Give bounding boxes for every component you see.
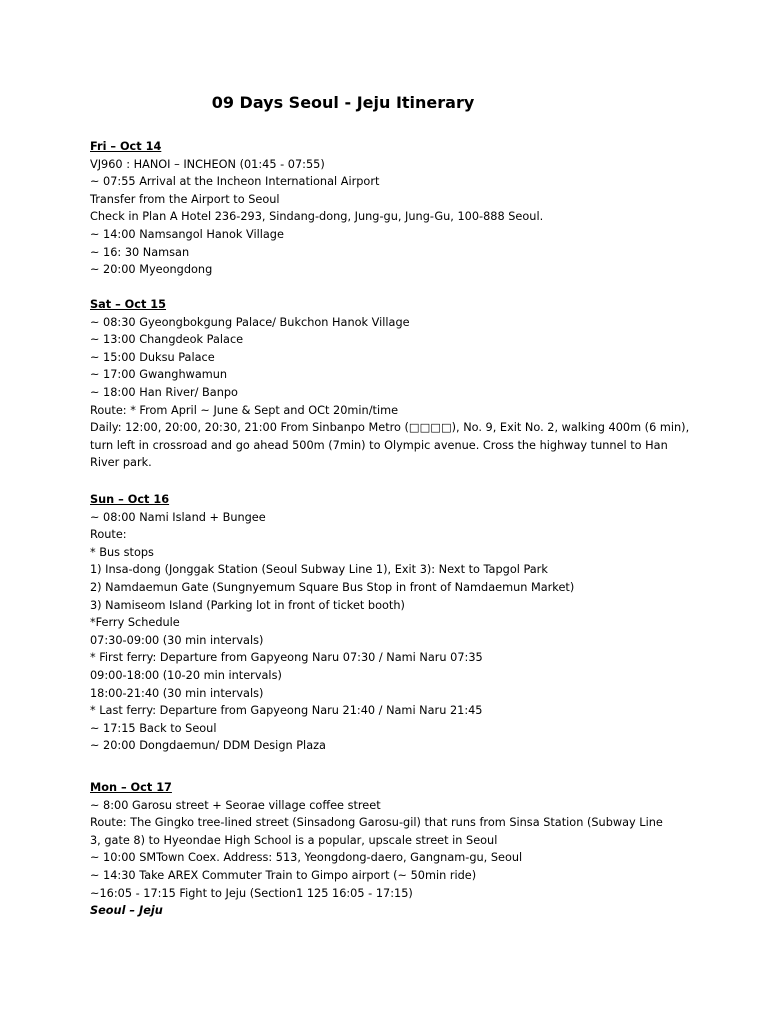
itinerary-line: Route: The Gingko tree-lined street (Sinsadong Garosu-gil) that runs from Sinsa Station (Subway Line — [90, 816, 663, 830]
itinerary-line: ~ 08:00 Nami Island + Bungee — [90, 510, 266, 524]
day-section-sat — [90, 296, 690, 472]
day-section-sun — [90, 491, 690, 755]
itinerary-line: VJ960 : HANOI – INCHEON (01:45 - 07:55) — [90, 157, 325, 171]
itinerary-line: 18:00-21:40 (30 min intervals) — [90, 686, 264, 700]
day-heading: Sun – Oct 16 — [90, 493, 170, 506]
itinerary-line: Daily: 12:00, 20:00, 20:30, 21:00 From Sinbanpo Metro (□□□□), No. 9, Exit No. 2, walking 400m (6 min), — [90, 421, 690, 435]
itinerary-line: ~ 8:00 Garosu street + Seorae village coffee street — [90, 798, 381, 812]
itinerary-line: ~ 16: 30 Namsan — [90, 245, 190, 259]
itinerary-line: * First ferry: Departure from Gapyeong Naru 07:30 / Nami Naru 07:35 — [90, 651, 483, 665]
itinerary-line: ~ 18:00 Han River/ Banpo — [90, 385, 238, 399]
itinerary-line: ~ 17:15 Back to Seoul — [90, 721, 217, 735]
itinerary-line: Transfer from the Airport to Seoul — [90, 192, 280, 206]
itinerary-line: ~ 20:00 Dongdaemun/ DDM Design Plaza — [90, 739, 326, 753]
itinerary-line: ~ 10:00 SMTown Coex. Address: 513, Yeongdong-daero, Gangnam-gu, Seoul — [90, 851, 523, 865]
itinerary-line: Route: * From April ~ June & Sept and OCt 20min/time — [90, 403, 399, 417]
day-section-mon — [90, 779, 690, 920]
itinerary-line: Check in Plan A Hotel 236-293, Sindang-dong, Jung-gu, Jung-Gu, 100-888 Seoul. — [90, 210, 544, 224]
itinerary-line: River park. — [90, 456, 152, 470]
itinerary-line: ~ 17:00 Gwanghwamun — [90, 368, 228, 382]
itinerary-line: * Bus stops — [90, 545, 154, 559]
day-heading: Fri – Oct 14 — [90, 140, 162, 153]
itinerary-line: 1) Insa-dong (Jonggak Station (Seoul Subway Line 1), Exit 3): Next to Tapgol Park — [90, 563, 548, 577]
itinerary-line: 07:30-09:00 (30 min intervals) — [90, 633, 264, 647]
itinerary-line: 2) Namdaemun Gate (Sungnyemum Square Bus Stop in front of Namdaemun Market) — [90, 580, 575, 594]
itinerary-line: 3) Namiseom Island (Parking lot in front of ticket booth) — [90, 598, 405, 612]
day-heading: Mon – Oct 17 — [90, 781, 172, 794]
itinerary-line: ~ 14:00 Namsangol Hanok Village — [90, 227, 284, 241]
document-title: 09 Days Seoul - Jeju Itinerary — [211, 93, 475, 112]
itinerary-line: 3, gate 8) to Hyeondae High School is a popular, upscale street in Seoul — [90, 833, 498, 847]
day-section-fri — [90, 138, 690, 279]
itinerary-line: ~ 14:30 Take AREX Commuter Train to Gimpo airport (~ 50min ride) — [90, 868, 477, 882]
itinerary-line: ~ 20:00 Myeongdong — [90, 263, 213, 277]
itinerary-line: ~ 15:00 Duksu Palace — [90, 350, 215, 364]
itinerary-line: 09:00-18:00 (10-20 min intervals) — [90, 668, 282, 682]
route-subheading: Seoul – Jeju — [90, 904, 163, 918]
itinerary-line: *Ferry Schedule — [90, 616, 180, 630]
day-heading: Sat – Oct 15 — [90, 298, 167, 311]
itinerary-line: ~ 13:00 Changdeok Palace — [90, 333, 244, 347]
itinerary-line: turn left in crossroad and go ahead 500m (7min) to Olympic avenue. Cross the highway tunnel to Han — [90, 438, 668, 452]
itinerary-line: ~ 08:30 Gyeongbokgung Palace/ Bukchon Hanok Village — [90, 315, 410, 329]
itinerary-line: * Last ferry: Departure from Gapyeong Naru 21:40 / Nami Naru 21:45 — [90, 704, 483, 718]
itinerary-line: ~ 07:55 Arrival at the Incheon International Airport — [90, 175, 380, 189]
itinerary-line: Route: — [90, 528, 127, 542]
itinerary-line: ~16:05 - 17:15 Fight to Jeju (Section1 125 16:05 - 17:15) — [90, 886, 413, 900]
